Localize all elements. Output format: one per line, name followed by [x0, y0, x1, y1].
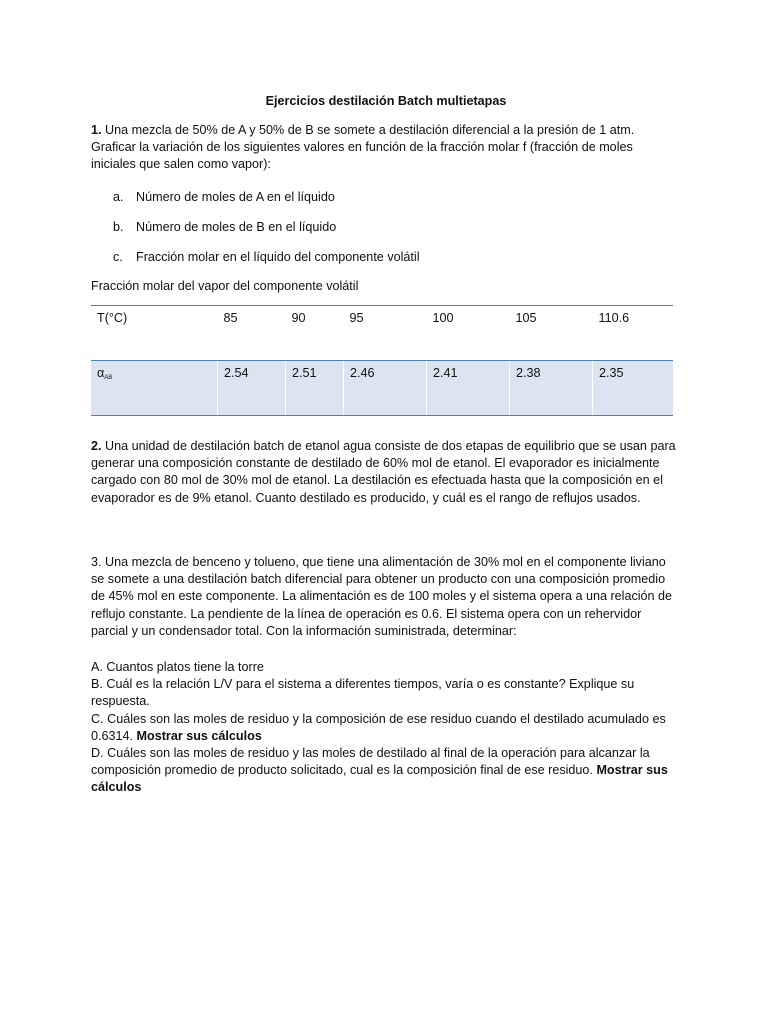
table-cell: 2.35	[593, 361, 674, 416]
item-text: Fracción molar en el líquido del componente volátil	[136, 250, 420, 264]
document-title: Ejercicios destilación Batch multietapas	[265, 94, 507, 108]
alpha-symbol: α	[97, 366, 105, 380]
question-3-paragraph: 3. Una mezcla de benceno y tolueno, que tiene una alimentación de 30% mol en el componente liviano se somete a una destilación batch diferencial para obtener un producto con una composición promedio de 45% mol en este componente. La alimentación es de 100 moles y el sistema opera a una relación de reflujo constante. La pendiente de la línea de operación es 0.6. El sistema opera con un rehervidor parcial y un condensador total. Con la información suministrada, determinar:	[91, 555, 673, 638]
table-cell: 2.41	[427, 361, 510, 416]
table-cell: 110.6	[593, 306, 674, 361]
table-row-alpha	[91, 361, 673, 416]
alpha-subscript: AB	[104, 375, 113, 381]
item-text: Número de moles de B en el líquido	[136, 220, 337, 234]
table-row-temperature	[91, 306, 673, 361]
question-1-item-b	[113, 219, 336, 236]
item-marker: b.	[113, 220, 124, 234]
table-cell: 2.46	[344, 361, 427, 416]
part-d-emphasis: Mostrar sus cálculos	[91, 763, 668, 795]
part-c-emphasis: Mostrar sus cálculos	[136, 728, 262, 743]
table-cell: 105	[510, 306, 593, 361]
item-marker: c.	[113, 250, 123, 264]
question-1-item-a	[113, 189, 335, 206]
question-1-number: 1.	[91, 123, 102, 137]
question-3-part-d	[91, 745, 681, 797]
table-cell-label: T(°C)	[91, 306, 218, 361]
question-2-text: Una unidad de destilación batch de etanol agua consiste de dos etapas de equilibrio que se usan para generar una composición constante de destilado de 60% mol de etanol. El evaporador es inicialmente cargado con 80 mol de 30% mol de etanol. La destilación es efectuada hasta que la composición en el evaporador es de 9% etanol. Cuanto destilado es producido, y cuál es el rango de reflujos usados.	[91, 439, 676, 505]
question-2-number: 2.	[91, 439, 102, 453]
question-1-paragraph	[91, 122, 681, 174]
table-cell: 100	[427, 306, 510, 361]
table-cell: 90	[286, 306, 344, 361]
table-cell-label	[91, 361, 218, 416]
vapor-fraction-label: Fracción molar del vapor del componente volátil	[91, 279, 359, 293]
item-marker: a.	[113, 190, 124, 204]
question-3-part-a: A. Cuantos platos tiene la torre	[91, 660, 264, 674]
item-text: Número de moles de A en el líquido	[136, 190, 335, 204]
relative-volatility-table	[91, 305, 673, 416]
table-cell: 2.54	[218, 361, 286, 416]
table-cell: 95	[344, 306, 427, 361]
part-d-text: D. Cuáles son las moles de residuo y las moles de destilado al final de la operación para alcanzar la composición promedio de producto solicitado, cual es la composición final de ese residuo.	[91, 746, 650, 778]
question-1-text: Una mezcla de 50% de A y 50% de B se somete a destilación diferencial a la presión de 1 atm. Graficar la variación de los siguientes valores en función de la fracción molar f (fracción de moles iniciales que salen como vapor):	[91, 123, 635, 172]
question-3-part-c	[91, 711, 681, 745]
question-2-paragraph	[91, 438, 681, 507]
question-3-part-b: B. Cuál es la relación L/V para el sistema a diferentes tiempos, varía o es constante? Explique su respuesta.	[91, 677, 635, 709]
question-1-item-c	[113, 249, 420, 266]
table-cell: 2.38	[510, 361, 593, 416]
table-cell: 2.51	[286, 361, 344, 416]
table-cell: 85	[218, 306, 286, 361]
part-c-text: C. Cuáles son las moles de residuo y la composición de ese residuo cuando el destilado acumulado es 0.6314.	[91, 711, 666, 743]
question-3-parts	[91, 659, 681, 797]
